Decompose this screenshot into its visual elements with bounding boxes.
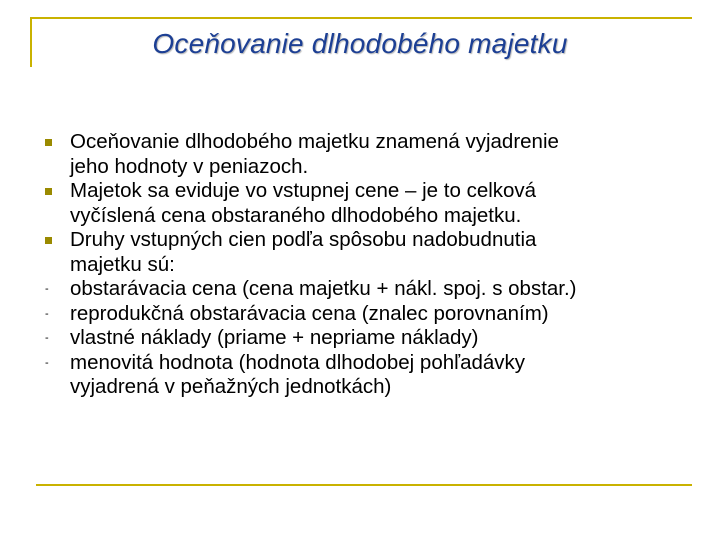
bullet-text-line: menovitá hodnota (hodnota dlhodobej pohľadávky — [70, 350, 526, 374]
square-bullet-icon — [44, 228, 64, 252]
bullet-item — [44, 326, 684, 351]
square-bullet-icon — [44, 130, 64, 154]
dash-bullet-icon: - — [45, 283, 49, 295]
bullet-text-line: vyjadrená v peňažných jednotkách) — [70, 375, 392, 398]
bullet-text-line: reprodukčná obstarávacia cena (znalec porovnaním) — [70, 301, 549, 325]
bullet-text-line: obstarávacia cena (cena majetku + nákl. spoj. s obstar.) — [70, 277, 577, 300]
bullet-text-line: vlastné náklady (priame + nepriame náklady) — [70, 326, 479, 349]
slide-title: Oceňovanie dlhodobého majetku — [152, 28, 568, 59]
bullet-item — [44, 351, 684, 400]
bullet-list — [44, 130, 684, 400]
top-accent-line — [30, 17, 692, 19]
bottom-accent-line — [36, 484, 692, 486]
bullet-item — [44, 179, 684, 228]
bullet-item — [44, 302, 684, 327]
bullet-text-line: majetku sú: — [70, 252, 175, 276]
bullet-text-line: Oceňovanie dlhodobého majetku znamená vyjadrenie — [70, 130, 559, 153]
bullet-text-line: Majetok sa eviduje vo vstupnej cene – je to celková — [70, 179, 537, 202]
dash-bullet-icon: - — [45, 332, 49, 344]
bullet-text-line: Druhy vstupných cien podľa spôsobu nadobudnutia — [70, 228, 537, 251]
dash-bullet-icon: - — [45, 356, 49, 369]
bullet-item — [44, 228, 684, 277]
bullet-text-line: jeho hodnoty v peniazoch. — [70, 154, 309, 178]
square-bullet-icon — [44, 179, 64, 203]
bullet-item — [44, 277, 684, 302]
dash-bullet-icon: - — [45, 307, 49, 320]
bullet-text-line: vyčíslená cena obstaraného dlhodobého majetku. — [70, 203, 522, 227]
bullet-item — [44, 130, 684, 179]
